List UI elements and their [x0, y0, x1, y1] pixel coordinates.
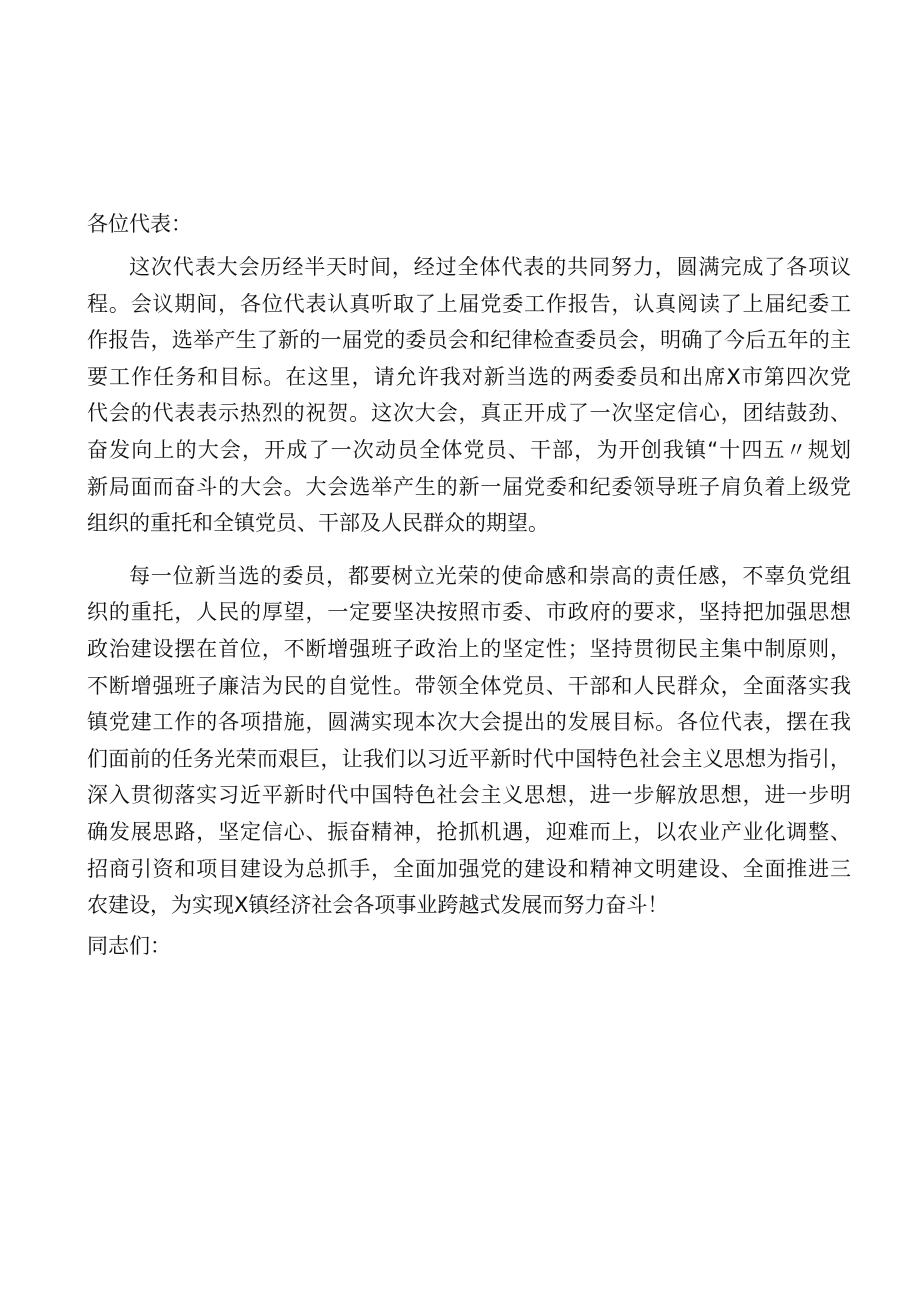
paragraph-2 [87, 558, 851, 924]
paragraph-line: 不断增强班子廉洁为民的自觉性。带领全体党员、干部和人民群众，全面落实我 [87, 673, 851, 698]
paragraph-spacer [87, 542, 851, 551]
closing-salutation: 同志们： [87, 933, 171, 958]
paragraph-line: 们面前的任务光荣而艰巨，让我们以习近平新时代中国特色社会主义思想为指引， [87, 746, 851, 771]
paragraph-line: 新局面而奋斗的大会。大会选举产生的新一届党委和纪委领导班子肩负着上级党 [87, 474, 851, 499]
paragraph-1 [87, 249, 851, 542]
paragraph-line: 织的重托，人民的厚望，一定要坚决按照市委、市政府的要求，坚持把加强思想 [87, 600, 851, 625]
salutation: 各位代表： [87, 212, 192, 236]
paragraph-line: 作报告，选举产生了新的一届党的委员会和纪律检查委员会，明确了今后五年的主 [87, 328, 851, 353]
paragraph-line: 镇党建工作的各项措施，圆满实现本次大会提出的发展目标。各位代表，摆在我 [87, 710, 851, 735]
paragraph-line: 要工作任务和目标。在这里，请允许我对新当选的两委委员和出席X市第四次党 [87, 364, 851, 389]
paragraph-line: 确发展思路，坚定信心、振奋精神，抢抓机遇，迎难而上，以农业产业化调整、 [87, 819, 851, 844]
paragraph-line: 代会的代表表示热烈的祝贺。这次大会，真正开成了一次坚定信心，团结鼓劲、 [87, 401, 851, 426]
paragraph-line: 组织的重托和全镇党员、干部及人民群众的期望。 [87, 511, 549, 536]
paragraph-line: 招商引资和项目建设为总抓手，全面加强党的建设和精神文明建设、全面推进三 [87, 856, 851, 881]
paragraph-line: 政治建设摆在首位，不断增强班子政治上的坚定性；坚持贯彻民主集中制原则， [87, 636, 851, 661]
paragraph-line: 深入贯彻落实习近平新时代中国特色社会主义思想，进一步解放思想，进一步明 [87, 783, 851, 808]
document-body [87, 206, 851, 964]
paragraph-line: 每一位新当选的委员，都要树立光荣的使命感和崇高的责任感，不辜负党组 [129, 563, 851, 588]
paragraph-line: 农建设，为实现X镇经济社会各项事业跨越式发展而努力奋斗！ [87, 893, 669, 918]
paragraph-line: 奋发向上的大会，开成了一次动员全体党员、干部，为开创我镇“十四五〃规划 [87, 437, 851, 462]
paragraph-line: 程。会议期间，各位代表认真听取了上届党委工作报告，认真阅读了上届纪委工 [87, 291, 851, 316]
paragraph-line: 这次代表大会历经半天时间，经过全体代表的共同努力，圆满完成了各项议 [129, 255, 851, 279]
